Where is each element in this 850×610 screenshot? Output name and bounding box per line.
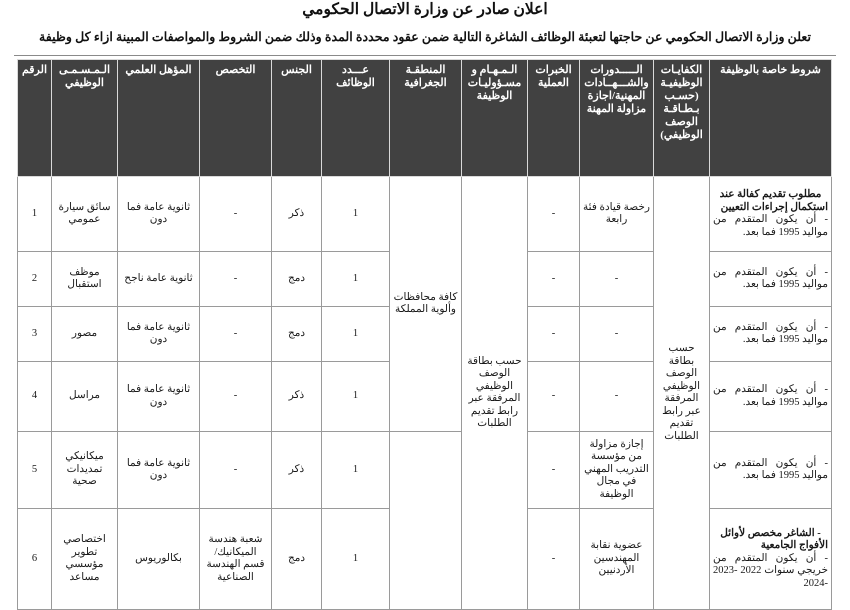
- cell-experience: -: [528, 509, 580, 610]
- conditions-line: - أن يكون المتقدم من مواليد 1995 فما بعد.: [713, 321, 828, 345]
- cell-job-title: اختصاصي تطوير مؤسسي مساعد: [52, 509, 118, 610]
- page-title: اعلان صادر عن وزارة الاتصال الحكومي: [302, 1, 548, 18]
- cell-count: 1: [322, 252, 390, 307]
- conditions-line: - أن يكون المتقدم من مواليد 1995 فما بعد.: [713, 214, 828, 238]
- cell-conditions: [710, 432, 832, 509]
- header-competencies: الكفايـات الوظيفيـة (حسـب بـطـاقـة الوصف الوظيفي): [654, 60, 710, 177]
- cell-courses: إجازة مزاولة من مؤسسة التدريب المهني في مجال الوظيفة: [580, 432, 654, 509]
- header-number: الرقم: [18, 60, 52, 177]
- cell-number: 1: [18, 177, 52, 252]
- cell-courses: -: [580, 252, 654, 307]
- cell-qualification: ثانوية عامة فما دون: [118, 307, 200, 362]
- cell-job-title: ميكانيكي تمديدات صحية: [52, 432, 118, 509]
- conditions-line: - أن يكون المتقدم من خريجي سنوات 2022 -2023 -2024: [713, 552, 828, 589]
- cell-gender: ذكر: [272, 177, 322, 252]
- conditions-line: - أن يكون المتقدم من مواليد 1995 فما بعد.: [713, 384, 828, 408]
- cell-experience: -: [528, 362, 580, 432]
- jobs-table-container: [0, 59, 850, 610]
- cell-specialization: -: [200, 307, 272, 362]
- announcement-intro-text: تعلن وزارة الاتصال الحكومي عن حاجتها لتعبئة الوظائف الشاغرة التالية ضمن عقود محددة المدة وذلك ضمن الشروط والمواصفات المبينة ازاء كل وظيفة: [38, 30, 812, 44]
- cell-qualification: ثانوية عامة فما دون: [118, 362, 200, 432]
- cell-region-merged: كافة محافظات وألوية المملكة: [390, 177, 462, 432]
- cell-gender: دمج: [272, 252, 322, 307]
- header-specialization: التخصص: [200, 60, 272, 177]
- cell-count: 1: [322, 362, 390, 432]
- cell-number: 2: [18, 252, 52, 307]
- cell-specialization: -: [200, 177, 272, 252]
- cell-specialization: -: [200, 252, 272, 307]
- cell-job-title: موظف استقبال: [52, 252, 118, 307]
- cell-specialization: شعبة هندسة الميكانيك/ قسم الهندسة الصناعية: [200, 509, 272, 610]
- cell-job-title: سائق سيارة عمومي: [52, 177, 118, 252]
- divider: [14, 55, 836, 56]
- cell-competencies-merged: حسب بطاقة الوصف الوظيفي المرفقة عبر رابط تقديم الطلبات: [654, 177, 710, 610]
- header-region: المنطقـة الجغرافية: [390, 60, 462, 177]
- cell-courses: -: [580, 362, 654, 432]
- conditions-line: - أن يكون المتقدم من مواليد 1995 فما بعد.: [713, 266, 828, 290]
- cell-courses: -: [580, 307, 654, 362]
- cell-gender: دمج: [272, 307, 322, 362]
- conditions-bold-note: مطلوب تقديم كفالة عند استكمال إجراءات التعيين: [719, 189, 828, 213]
- cell-duties-merged: حسب بطاقة الوصف الوظيفي المرفقة عبر رابط تقديم الطلبات: [462, 177, 528, 610]
- cell-experience: -: [528, 307, 580, 362]
- table-header-row: [18, 60, 832, 177]
- cell-experience: -: [528, 177, 580, 252]
- cell-count: 1: [322, 509, 390, 610]
- cell-number: 4: [18, 362, 52, 432]
- cell-specialization: -: [200, 432, 272, 509]
- cell-courses: عضوية نقابة المهندسين الأردنيين: [580, 509, 654, 610]
- cell-gender: ذكر: [272, 362, 322, 432]
- cell-conditions: [710, 307, 832, 362]
- cell-qualification: بكالوريوس: [118, 509, 200, 610]
- cell-experience: -: [528, 432, 580, 509]
- header-conditions: شروط خاصة بالوظيفة: [710, 60, 832, 177]
- cell-gender: دمج: [272, 509, 322, 610]
- cell-job-title: مراسل: [52, 362, 118, 432]
- cell-conditions: [710, 362, 832, 432]
- table-header: [18, 60, 832, 177]
- header-qualification: المؤهل العلمي: [118, 60, 200, 177]
- vacancies-table: [17, 59, 832, 610]
- cell-count: 1: [322, 307, 390, 362]
- header-job-title: الـمـسـمـى الوظيفي: [52, 60, 118, 177]
- cell-specialization: -: [200, 362, 272, 432]
- cell-experience: -: [528, 252, 580, 307]
- cell-conditions: [710, 252, 832, 307]
- table-row: [18, 177, 832, 252]
- cell-region-empty: [390, 432, 462, 610]
- header-courses: الـــــدورات والشـــهــادات المهنية/اجازة مزاولة المهنة: [580, 60, 654, 177]
- cell-number: 6: [18, 509, 52, 610]
- table-row: [18, 432, 832, 509]
- cell-count: 1: [322, 432, 390, 509]
- header-experience: الخبرات العملية: [528, 60, 580, 177]
- table-body: [18, 177, 832, 610]
- cell-number: 5: [18, 432, 52, 509]
- cell-count: 1: [322, 177, 390, 252]
- cell-qualification: ثانوية عامة ناجح: [118, 252, 200, 307]
- cell-conditions: [710, 509, 832, 610]
- cell-gender: ذكر: [272, 432, 322, 509]
- cell-number: 3: [18, 307, 52, 362]
- header-gender: الجنس: [272, 60, 322, 177]
- cell-conditions: [710, 177, 832, 252]
- conditions-line: - أن يكون المتقدم من مواليد 1995 فما بعد.: [713, 457, 828, 481]
- cell-courses: رخصة قيادة فئة رابعة: [580, 177, 654, 252]
- conditions-bold-note: - الشاغر مخصص لأوائل الأفواج الجامعية: [720, 527, 828, 552]
- cell-qualification: ثانوية عامة فما دون: [118, 432, 200, 509]
- cell-job-title: مصور: [52, 307, 118, 362]
- cell-qualification: ثانوية عامة فما دون: [118, 177, 200, 252]
- header-duties: الـمـهـام و مسـؤوليـات الوظيفة: [462, 60, 528, 177]
- header-count: عـــدد الوظائف: [322, 60, 390, 177]
